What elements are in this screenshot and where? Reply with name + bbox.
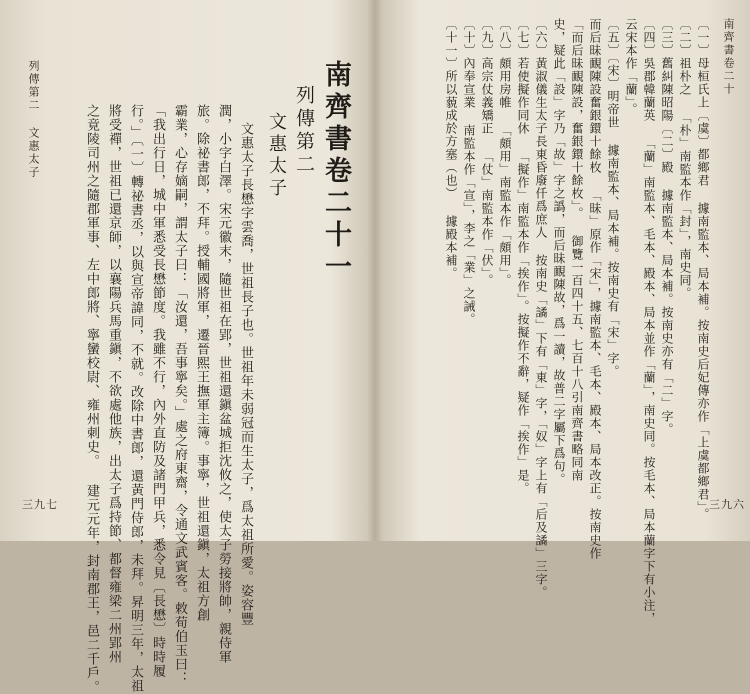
body-line: 旅。除祕書郎，不拜。授輔國將軍，遷晉熙王撫軍主簿。事寧，世祖還鎭，太祖方創 bbox=[194, 104, 209, 622]
chapter-heading: 列傳第二 bbox=[293, 85, 315, 177]
note-line: 云宋本作「蘭」。 bbox=[624, 18, 638, 116]
note-line: 史，疑此「設」字乃「故」字之譌，而后昧靦陳故，爲一讀，故普二字屬下爲句。 bbox=[552, 18, 566, 486]
left-page bbox=[0, 0, 372, 694]
page-number-left: 三九七 bbox=[22, 498, 58, 511]
right-page bbox=[378, 0, 750, 625]
body-line: 霸業，心存嫡嗣，謂太子曰：「汝還，吾事寧矣。」處之府東齋，令通文武賓客。敕荀伯玉曰： bbox=[172, 104, 187, 686]
running-header-left: 列傳第二 文惠太子 bbox=[27, 60, 40, 179]
note-line: 「而后昧靦陳設，奮銀鐶十餘枚」。 御覽一百四十五、七百十八引南齊書略同南 bbox=[570, 18, 584, 482]
note-line: 而后昧靦陳設奮銀鐶十餘枚 「昧」原作「宋」，據南監本、毛本、殿本、局本改正。按南史作 bbox=[588, 18, 602, 560]
body-line: 「我出行日，城中軍悉受長懋節度。我雖不行，內外直防及諸門甲兵，悉令見〔長懋〕時時履 bbox=[150, 104, 165, 678]
body-line: 文惠太子長懋字雲喬，世祖長子也。世祖年未弱冠而生太子，爲太祖所愛。姿容豐 bbox=[238, 122, 253, 626]
body-line: 將受禪，世祖已還京師，以襄陽兵馬重鎭，不欲處他族，出太子爲持節、都督雍梁二州郢州 bbox=[106, 104, 121, 664]
section-heading: 文惠太子 bbox=[266, 112, 287, 200]
body-line: 潤，小字白澤。宋元徽末，隨世祖在郢，世祖還鎭盆城拒沈攸之，使太子勞接將帥，親侍軍 bbox=[216, 104, 231, 664]
note-line: 〔五〕〔宋〕明帝世 據南監本、局本補。按南史有「宋」字。 bbox=[606, 18, 620, 378]
note-line: 〔十一〕所以藐成於方塞（也） 據殿本補。 bbox=[444, 18, 458, 280]
volume-title: 南齊書卷二十一 bbox=[320, 60, 351, 284]
note-line: 〔三〕舊糾陳昭陽〔二〕殿 據南監本、局本補。按南史亦有「二」字。 bbox=[660, 18, 674, 436]
note-line: 〔七〕若使擬作同休 「擬作」南監本作「挨作」。按擬作不辭，疑作「挨作」是。 bbox=[516, 18, 530, 495]
note-line: 〔九〕高宗仗義矯正 「仗」南監本作「伏」。 bbox=[480, 18, 494, 287]
note-line: 〔八〕頗用房帷 「頗用」南監本作「頗用」。 bbox=[498, 18, 512, 287]
body-line: 行。」〔一〕轉祕書丞，以與宣帝諱同，不就。改除中書郎，還黃門侍郎，未拜。昇明三年，太祖 bbox=[128, 104, 143, 693]
running-header-right: 南齊書卷二十 bbox=[722, 18, 735, 96]
note-line: 〔二〕祖朴之 「朴」南監本作「封」，南史同。 bbox=[678, 18, 692, 300]
body-line: 之竟陵司州之隨郡軍事、左中郎將、寧蠻校尉、雍州刺史。 建元元年，封南郡王，邑二千戶。 bbox=[84, 104, 99, 694]
page-number-right: 三九六 bbox=[709, 498, 745, 511]
note-line: 〔一〕母桓氏上〔虞〕都鄉君 據南監本、局本補。按南史后妃傳亦作「上虞都鄉君」。 bbox=[696, 18, 710, 521]
note-line: 〔六〕黃淑儀生太子長東昏廢仟爲庶人 按南史「譎」下有「東」字，「奴」字上有「后及譎」三字。 bbox=[534, 18, 548, 599]
note-line: 〔四〕吳郡韓蘭英 「蘭」南監本、毛本、殿本、局本並作「蘭」，南史同。按毛本、局本蘭字下有小注， bbox=[642, 18, 656, 625]
note-line: 〔十〕內奉宣業 南監本作「宣」，李之「業」之誡。 bbox=[462, 18, 476, 326]
